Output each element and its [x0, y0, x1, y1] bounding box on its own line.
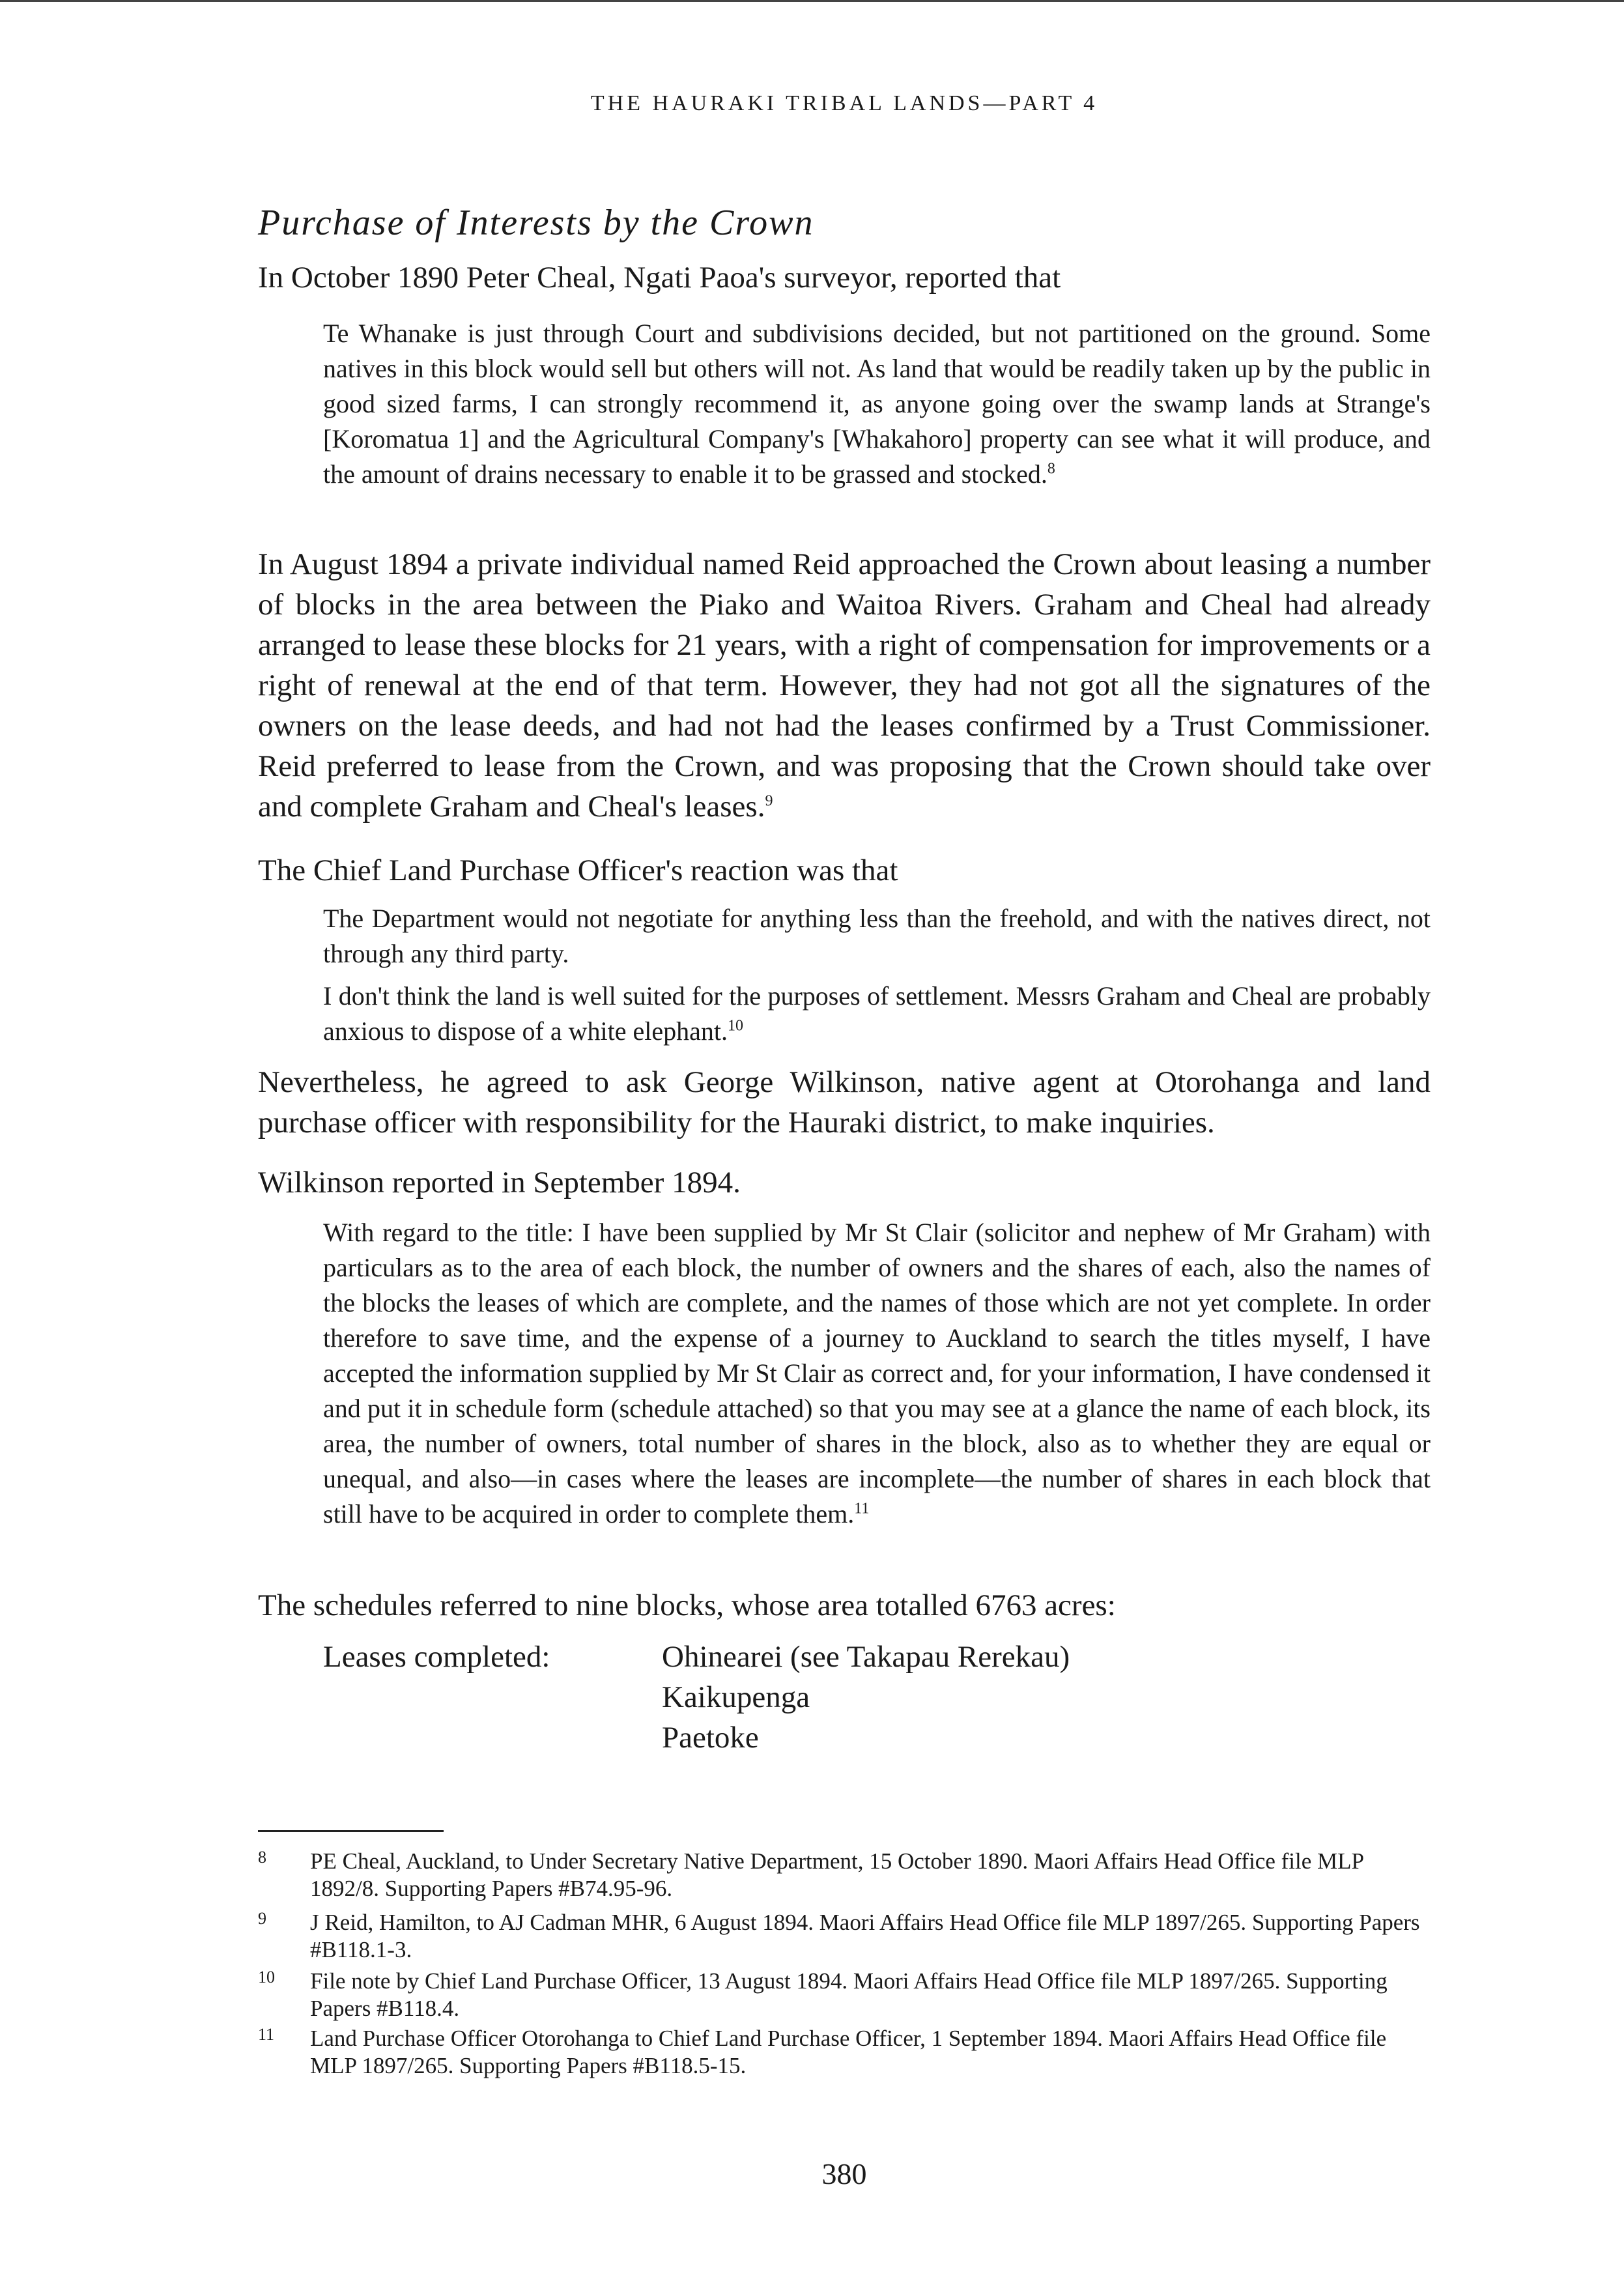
- footnote-10: [258, 1968, 1431, 2022]
- footnote-9: [258, 1909, 1431, 1964]
- blockquote-1-body: Te Whanake is just through Court and subdivisions decided, but not partitioned on the ground. Some natives in this block would sell but others will not. As land that would be readily taken up by the public in good sized farms, I can strongly recommend it, as anyone going over the swamp lands at Strange's [Koromatua 1] and the Agricultural Company's [Whakahoro] property can see what it will produce, and the amount of drains necessary to enable it to be grassed and stocked.: [323, 319, 1431, 489]
- footnote-ref-9: 9: [765, 792, 773, 810]
- paragraph-1: [258, 257, 1431, 298]
- paragraph-1-text: In October 1890 Peter Cheal, Ngati Paoa's surveyor, reported that: [258, 261, 1061, 294]
- schedule-item: Ohinearei (see Takapau Rerekau): [662, 1640, 1070, 1674]
- schedule-item: Kaikupenga: [662, 1680, 810, 1714]
- footnote-11: [258, 2025, 1431, 2080]
- paragraph-3-text: The Chief Land Purchase Officer's reaction was that: [258, 854, 898, 887]
- paragraph-2-body: In August 1894 a private individual named Reid approached the Crown about leasing a number of blocks in the area between the Piako and Waitoa Rivers. Graham and Cheal had already arranged to lease these blocks for 21 years, with a right of compensation for improvements or a right of renewal at the end of that term. However, they had not got all the signatures of the owners on the lease deeds, and had not had the leases confirmed by a Trust Commissioner. Reid preferred to lease from the Crown, and was proposing that the Crown should take over and complete Graham and Cheal's leases.: [258, 547, 1431, 824]
- footnote-number: 8: [258, 1848, 266, 1867]
- top-rule: [0, 0, 1624, 2]
- blockquote-3-body: With regard to the title: I have been supplied by Mr St Clair (solicitor and nephew of Mr Graham) with particulars as to the area of each block, the number of owners and the shares of each, also the names of the blocks the leases of which are complete, and the names of those which are not yet complete. In order therefore to save time, and the expense of a journey to Auckland to search the titles myself, I have accepted the information supplied by Mr St Clair as correct and, for your information, I have condensed it and put it in schedule form (schedule attached) so that you may see at a glance the name of each block, its area, the number of owners, total number of shares in the block, also as to whether they are equal or unequal, and also—in cases where the leases are incomplete—the number of shares in each block that still have to be acquired in order to complete them.: [323, 1218, 1431, 1528]
- blockquote-3-text: [323, 1215, 1431, 1532]
- blockquote-3: [323, 1215, 1431, 1532]
- footnote-number: 9: [258, 1909, 266, 1928]
- paragraph-2-text: [258, 544, 1431, 827]
- blockquote-2b-body: I don't think the land is well suited for the purposes of settlement. Messrs Graham and Cheal are probably anxious to dispose of a white elephant.: [323, 981, 1431, 1046]
- paragraph-4: [258, 1062, 1431, 1143]
- paragraph-5-text: Wilkinson reported in September 1894.: [258, 1166, 741, 1199]
- paragraph-5: [258, 1162, 1431, 1203]
- footnote-text: Land Purchase Officer Otorohanga to Chief Land Purchase Officer, 1 September 1894. Maori Affairs Head Office file MLP 1897/265. Supporting Papers #B118.5-15.: [310, 2026, 1387, 2078]
- paragraph-2: [258, 544, 1431, 827]
- running-head: THE HAURAKI TRIBAL LANDS—PART 4: [590, 91, 1098, 115]
- section-title: Purchase of Interests by the Crown: [258, 203, 814, 243]
- schedule-label: Leases completed:: [323, 1640, 550, 1674]
- footnote-number: 10: [258, 1968, 275, 1987]
- blockquote-2b: [323, 979, 1431, 1049]
- footnote-number: 11: [258, 2025, 275, 2044]
- footnote-text: PE Cheal, Auckland, to Under Secretary Native Department, 15 October 1890. Maori Affairs Head Office file MLP 1892/8. Supporting Papers #B74.95-96.: [310, 1848, 1363, 1901]
- footnote-text: J Reid, Hamilton, to AJ Cadman MHR, 6 August 1894. Maori Affairs Head Office file MLP 1897/265. Supporting Papers #B118.1-3.: [310, 1910, 1420, 1962]
- blockquote-2a: [323, 901, 1431, 971]
- footnote-separator: [258, 1830, 444, 1832]
- page-number: 380: [821, 2157, 867, 2190]
- blockquote-1-text: [323, 316, 1431, 492]
- paragraph-6-text: The schedules referred to nine blocks, whose area totalled 6763 acres:: [258, 1588, 1116, 1622]
- footnote-text: File note by Chief Land Purchase Officer, 13 August 1894. Maori Affairs Head Office file MLP 1897/265. Supporting Papers #B118.4.: [310, 1968, 1388, 2021]
- footnote-ref-11: 11: [854, 1500, 870, 1517]
- paragraph-3: [258, 850, 1431, 891]
- paragraph-4-text: Nevertheless, he agreed to ask George Wilkinson, native agent at Otorohanga and land purchase officer with responsibility for the Hauraki district, to make inquiries.: [258, 1065, 1431, 1140]
- footnote-8: [258, 1848, 1431, 1902]
- blockquote-2a-text: The Department would not negotiate for anything less than the freehold, and with the natives direct, not through any third party.: [323, 904, 1431, 968]
- footnote-ref-10: 10: [727, 1017, 743, 1035]
- paragraph-6: [258, 1585, 1431, 1626]
- footnote-ref-8: 8: [1047, 460, 1055, 478]
- schedule-item: Paetoke: [662, 1721, 759, 1755]
- blockquote-2b-text: [323, 979, 1431, 1049]
- blockquote-1: [323, 316, 1431, 492]
